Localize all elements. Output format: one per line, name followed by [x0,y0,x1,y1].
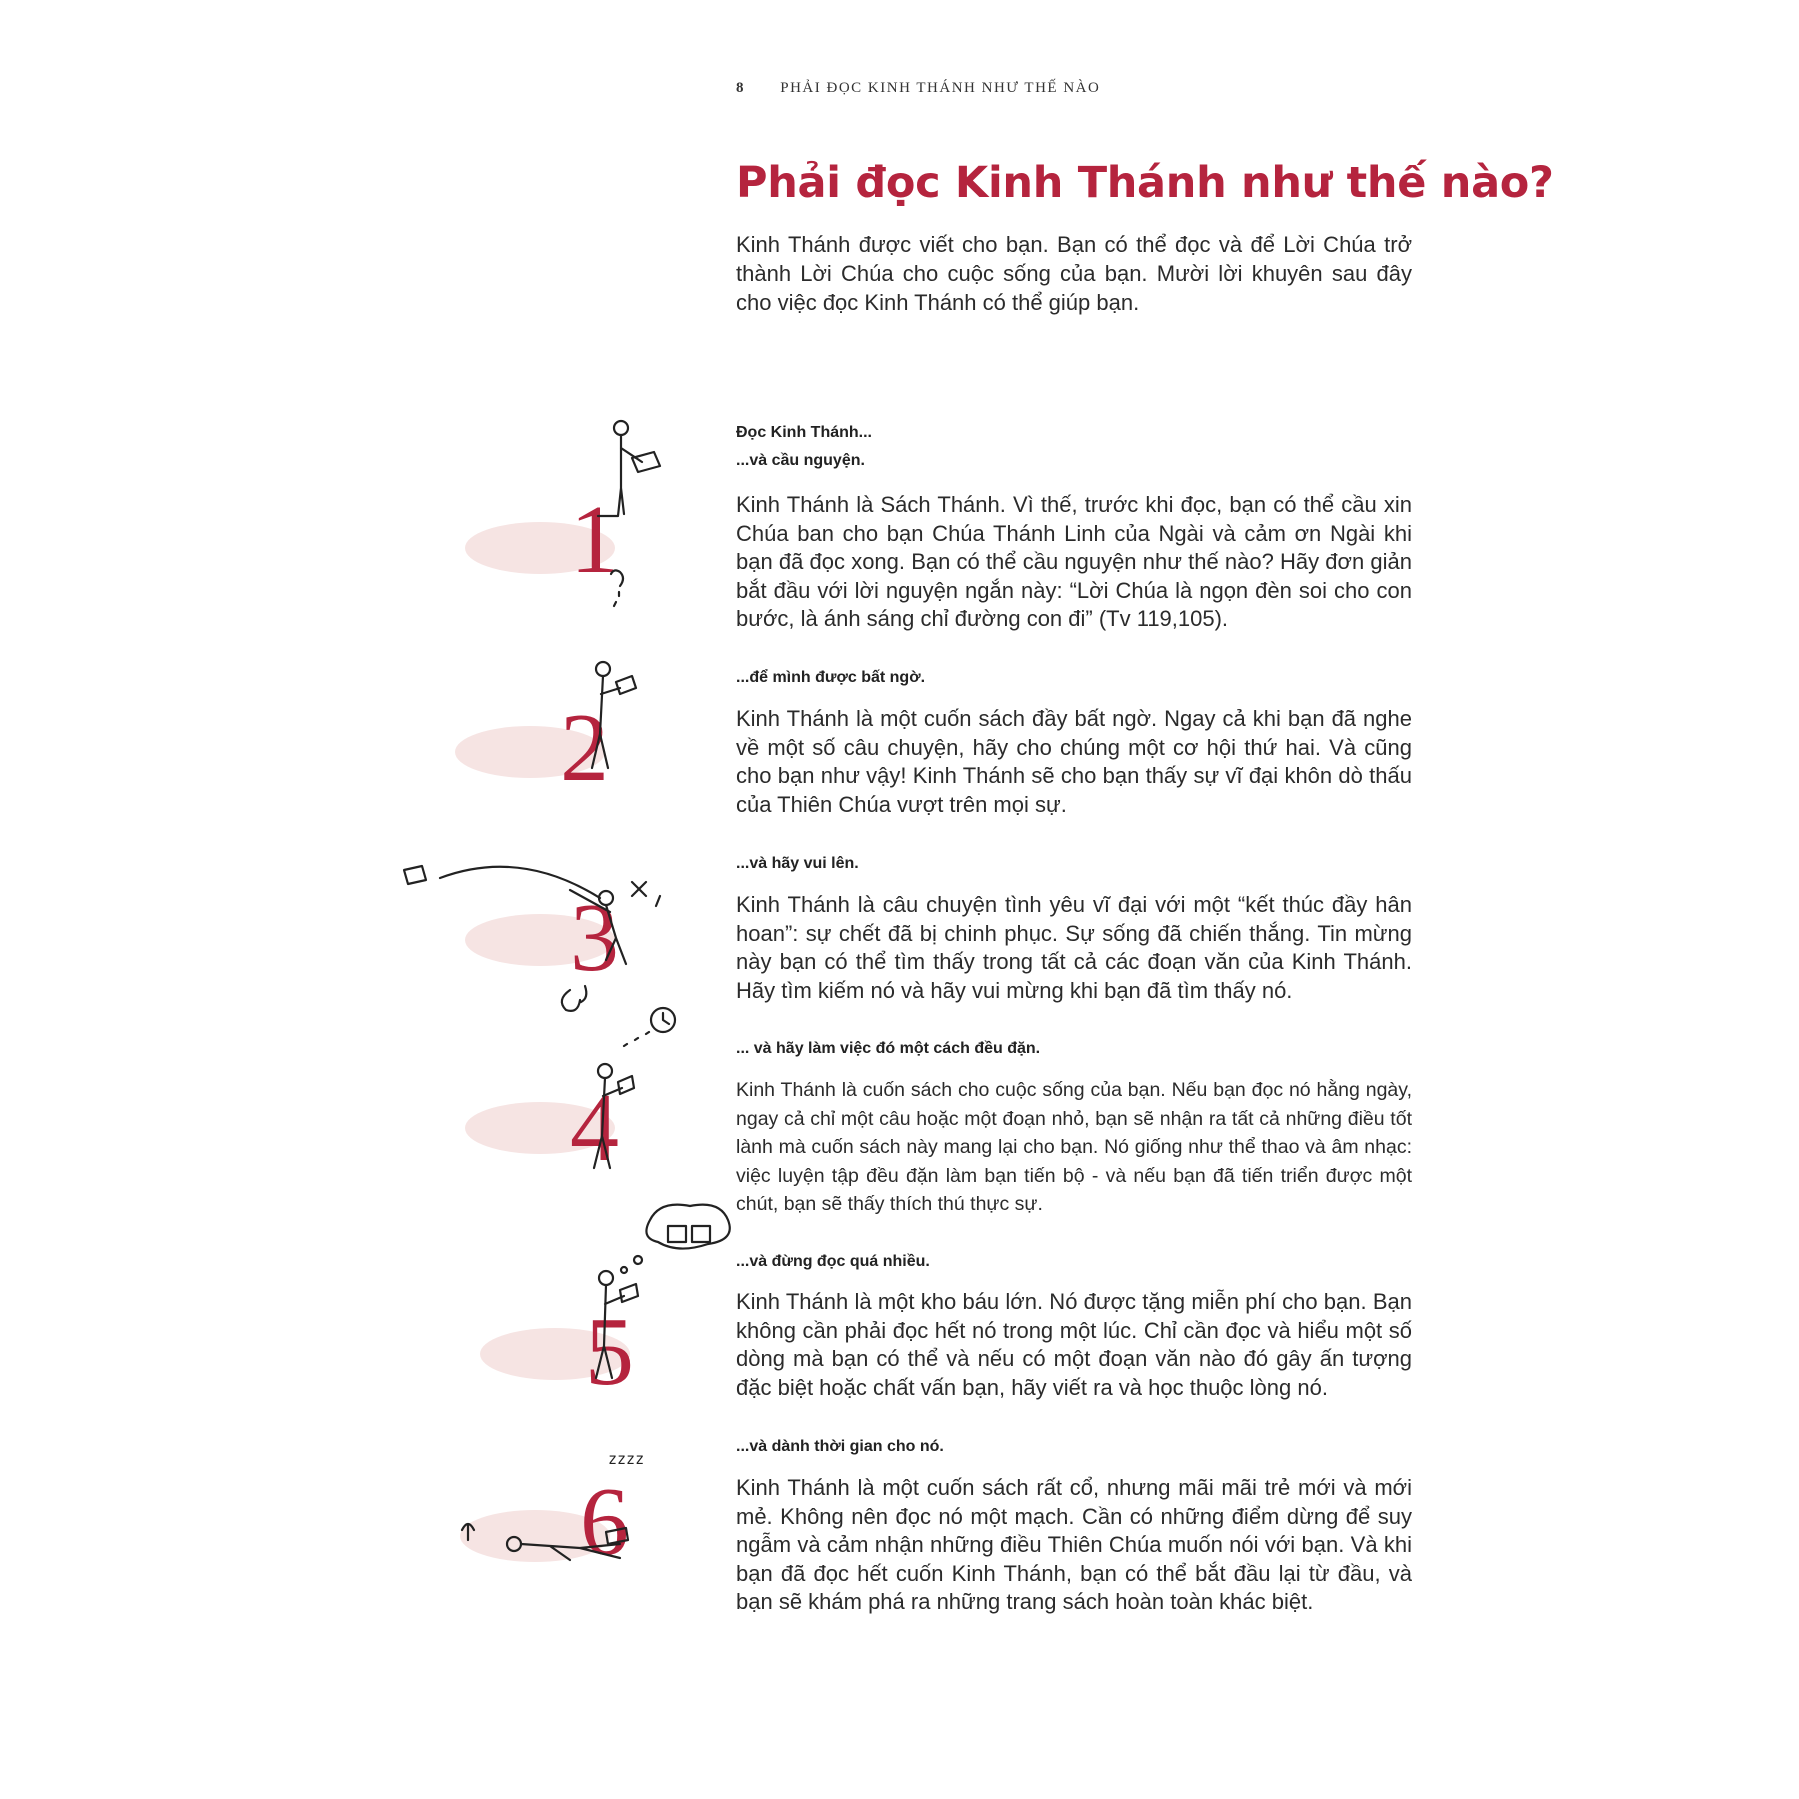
item-1-body: Kinh Thánh là Sách Thánh. Vì thế, trước khi đọc, bạn có thể cầu xin Chúa ban cho bạn Chúa Thánh Linh của Ngài và cảm ơn Ngài khi bạn đã đọc xong. Bạn có thể cầu nguyện như thế nào? Hãy đơn giản bắt đầu với lời nguyện ngắn này: “Lời Chúa là ngọn đèn soi cho con bước, là ánh sáng chỉ đường con đi” (Tv 119,105). [736,492,1412,631]
jumping-figure-icon [420,850,720,1040]
item-3-body: Kinh Thánh là câu chuyện tình yêu vĩ đại với một “kết thúc đầy hân hoan”: sự chết đã bị chinh phục. Sự sống đã chiến thắng. Tin mừng này bạn có thể tìm thấy trong tất cả các đoạn văn của Kinh Thánh. Hãy tìm kiếm nó và hãy vui mừng khi bạn đã tìm thấy nó. [736,892,1412,1003]
item-3-number: 3 [570,884,619,992]
page-title: Phải đọc Kinh Thánh như thế nào? [736,158,1554,208]
item-4-number: 4 [570,1074,619,1182]
item-6-number: 6 [580,1468,629,1576]
page-number: 8 [736,80,745,96]
item-5-subtitle: ...và đừng đọc quá nhiều. [736,1253,930,1270]
item-2-body: Kinh Thánh là một cuốn sách đầy bất ngờ. Ngay cả khi bạn đã nghe về một số câu chuyện, hãy cho chúng một cơ hội thứ hai. Và cũng cho bạn như vậy! Kinh Thánh sẽ cho bạn thấy sự vĩ đại khôn dò thấu của Thiên Chúa vượt trên mọi sự. [736,706,1412,817]
section-label: Đọc Kinh Thánh... [736,424,872,441]
sleep-zzz: zzzz [608,1450,645,1468]
item-5-number: 5 [585,1298,634,1406]
item-6-subtitle: ...và dành thời gian cho nó. [736,1438,944,1455]
thinking-reader-icon [420,1250,720,1440]
sleeping-figure-icon [420,1440,720,1630]
surprised-reader-icon [420,660,720,850]
item-3-subtitle: ...và hãy vui lên. [736,855,859,872]
running-header [736,80,1100,97]
item-1-number: 1 [570,486,619,594]
item-1-subtitle: ...và cầu nguyện. [736,452,865,469]
running-title: PHẢI ĐỌC KINH THÁNH NHƯ THẾ NÀO [780,80,1101,96]
item-2-subtitle: ...để mình được bất ngờ. [736,669,926,686]
item-2-number: 2 [560,694,609,802]
intro-paragraph: Kinh Thánh được viết cho bạn. Bạn có thể đọc và để Lời Chúa trở thành Lời Chúa cho cuộc sống của bạn. Mười lời khuyên sau đây cho việc đọc Kinh Thánh có thể giúp bạn. [736,232,1412,315]
item-5-body: Kinh Thánh là một kho báu lớn. Nó được tặng miễn phí cho bạn. Bạn không cần phải đọc hết nó trong một lúc. Chỉ cần đọc và hiểu một số dòng mà bạn có thể và nếu có một đoạn văn nào đó gây ấn tượng đặc biệt hoặc chất vấn bạn, hãy viết ra và học thuộc lòng nó. [736,1289,1412,1400]
item-6-body: Kinh Thánh là một cuốn sách rất cổ, nhưng mãi mãi trẻ mới và mới mẻ. Không nên đọc nó một mạch. Cần có những điểm dừng để suy ngẫm và cảm nhận những điều Thiên Chúa muốn nói với bạn. Và khi bạn đã đọc hết cuốn Kinh Thánh, bạn có thể bắt đầu lại từ đầu, và bạn sẽ khám phá ra những trang sách hoàn toàn khác biệt. [736,1475,1412,1614]
item-4-body: Kinh Thánh là cuốn sách cho cuộc sống của bạn. Nếu bạn đọc nó hằng ngày, ngay cả chỉ một câu hoặc một đoạn nhỏ, bạn sẽ nhận ra tất cả những điều tốt lành mà cuốn sách này mang lại cho bạn. Nó giống như thể thao và âm nhạc: việc luyện tập đều đặn làm bạn tiến bộ - và nếu bạn đã tiến triển được một chút, bạn sẽ thấy thích thú thực sự. [736,1079,1412,1215]
item-4-subtitle: ... và hãy làm việc đó một cách đều đặn. [736,1040,1041,1057]
clock-reader-icon [420,1038,720,1228]
kneeling-reader-icon [420,468,720,658]
